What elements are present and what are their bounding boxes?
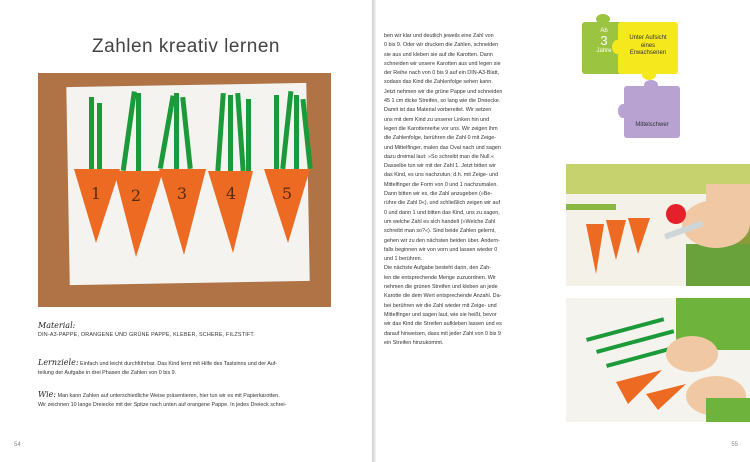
age-number: 3: [600, 33, 608, 48]
text-line: und Mittelfinger, malen das Oval nach und sagen: [384, 144, 501, 151]
text-line: Mittelfinger und sagen laut, wie sie heißt, bevor: [384, 311, 497, 318]
material-section: [38, 321, 255, 338]
carrot-number-2: 2: [130, 186, 142, 205]
text-line: gehen wir zu den nächsten beiden über. Andern-: [384, 237, 500, 244]
carrot-number-4: 4: [225, 184, 237, 203]
text-line: bei berühren wir die Zahl wieder mit Zeige- und: [384, 302, 497, 309]
photo-gluing: [566, 298, 750, 422]
text-line: legen die Karottenreihe vor uns. Wir zeigen ihm: [384, 125, 498, 132]
left-page: [0, 0, 372, 462]
text-line: ein Streifen hinzukommt.: [384, 339, 444, 346]
text-line: Karotte die dem Wert entsprechende Anzahl. Da-: [384, 293, 502, 300]
right-text-column: [384, 32, 564, 348]
material-label: Material:: [38, 321, 76, 330]
wie-line2: Wir zeichnen 10 lange Dreiecke mit der Spitze nach unten auf orangene Pappe. In jedes Dreieck schrei-: [38, 402, 287, 409]
wie-label: Wie:: [38, 390, 57, 399]
text-line: der Reihe nach von 0 bis 9 auf ein DIN-A3-Blatt,: [384, 70, 500, 77]
material-text: DIN-A3-PAPPE, ORANGENE UND GRÜNE PAPPE, KLEBER, SCHERE, FILZSTIFT.: [38, 332, 255, 338]
text-line: Jetzt nehmen wir die grüne Pappe und schneiden: [384, 88, 503, 95]
supervision-text: Unter Aufsicht eines Erwachsenen: [629, 35, 667, 56]
text-line: Damit ist das Material vorbereitet. Wir setzen: [384, 107, 492, 114]
carrot-number-3: 3: [176, 184, 188, 203]
page-number-left: 54: [14, 442, 21, 448]
page-title: Zahlen kreativ lernen: [92, 36, 280, 57]
text-line: das Kind, es uns nachzutun, d.h. mit Zeige- und: [384, 172, 499, 179]
text-line: sodass das Kind die Zahlenfolge sehen kann.: [384, 79, 493, 86]
text-line: rühre die Zahl 0«), und schließlich zeigen wir auf: [384, 200, 500, 207]
text-line: len die entsprechende Menge zuzuordnen. Wir: [384, 274, 496, 281]
wie-section: [38, 390, 358, 411]
photo-cutting: [566, 164, 750, 286]
text-line: und 1 berühren.: [384, 256, 423, 263]
text-line: nehmen die grünen Streifen und kleben an jede: [384, 284, 498, 291]
age-top: Ab: [600, 28, 608, 34]
text-line: Mittelfinger die Form von 0 und 1 nachzumalen.: [384, 181, 498, 188]
lernziele-label: Lernziele:: [38, 358, 79, 367]
text-line: 0 und dann 1 und bitten das Kind, uns zu sagen,: [384, 209, 500, 216]
text-line: Dasselbe tun wir mit der Zahl 1. Jetzt bitten wir: [384, 163, 496, 170]
difficulty-badge: [624, 86, 680, 138]
age-bottom: Jahre: [596, 48, 612, 54]
text-line: dazu dreimal laut: »So schreibt man die Null.«: [384, 153, 494, 160]
carrot-number-5: 5: [281, 184, 293, 203]
difficulty-text: Mittelschwer: [635, 122, 669, 128]
carrot-photo: [38, 73, 331, 307]
right-page: [376, 0, 750, 462]
text-line: schreibt man so?«). Sind beide Zahlen gelernt,: [384, 228, 496, 235]
lernziele-line2: teilung der Aufgabe in drei Phasen die Zahlen von 0 bis 9.: [38, 370, 177, 377]
text-line: sie aus und kleben sie auf die Karotten. Dann: [384, 51, 493, 58]
page-number-right: 55: [731, 442, 738, 448]
text-line: schneiden wir unsere Karotten aus und legen sie: [384, 60, 501, 67]
text-line: die Zahlenfolge, berühren die Zahl 0 mit Zeige-: [384, 135, 497, 142]
text-line: ben wir klar und deutlich jeweils eine Zahl von: [384, 33, 494, 39]
text-line: falls beginnen wir von vorn und lassen wieder 0: [384, 246, 498, 253]
text-line: Dann bitten wir es, die Zahl anzugeben (»Be-: [384, 191, 493, 198]
text-line: darauf hinweisen, dass mit jeder Zahl von 0 bis 9: [384, 330, 501, 337]
text-line: 0 bis 9. Oder wir drucken die Zahlen, schneiden: [384, 42, 499, 49]
text-line: wir das Kind die Streifen aufkleben lassen und es: [384, 321, 502, 328]
lernziele-section: [38, 358, 348, 379]
puzzle-badges: [578, 8, 738, 158]
text-line: um welche Zahl es sich handelt (»Welche Zahl: [384, 218, 496, 225]
text-line: Die nächste Aufgabe besteht darin, den Zah-: [384, 265, 491, 272]
wie-line1: Man kann Zahlen auf unterschiedliche Weise präsentieren, hier tun wir es mit Papierkarotten.: [57, 393, 280, 399]
carrot-number-1: 1: [90, 184, 102, 203]
text-line: uns mit dem Kind zu unserer Linken hin und: [384, 116, 490, 123]
supervision-badge: [618, 22, 678, 74]
text-line: 45 1 cm dicke Streifen, so lang wie die Dreiecke.: [384, 98, 501, 105]
lernziele-line1: Einfach und leicht durchführbar. Das Kind lernt mit Hilfe des Tastsinns und der Auf-: [80, 361, 278, 367]
